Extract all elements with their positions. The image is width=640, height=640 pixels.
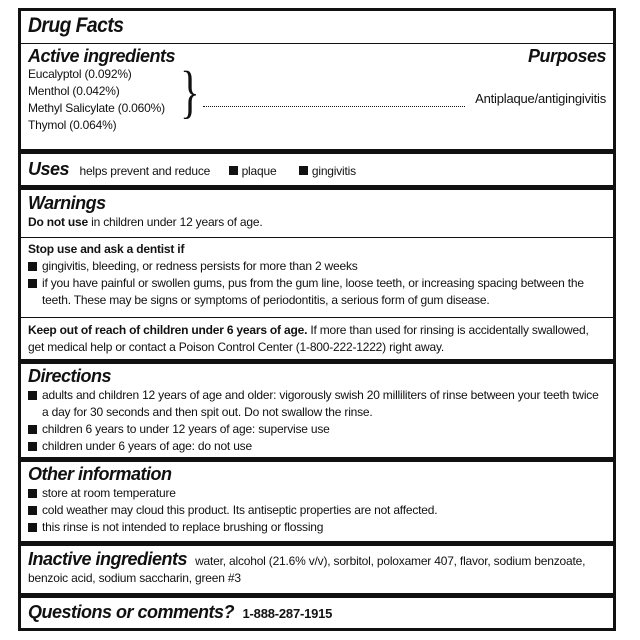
bullet-square-icon bbox=[28, 489, 37, 498]
other-info-item bbox=[28, 485, 606, 502]
directions-section bbox=[21, 359, 613, 457]
do-not-use-label: Do not use bbox=[28, 215, 88, 229]
stop-use-item bbox=[28, 275, 606, 309]
drug-facts-title: Drug Facts bbox=[28, 14, 124, 37]
ingredient-item: Eucalyptol (0.092%) bbox=[28, 67, 132, 81]
ingredient-list bbox=[28, 66, 165, 134]
inactive-ingredients-text: water, alcohol (21.6% v/v), sorbitol, poloxamer 407, flavor, sodium benzoate, benzoic acid, sodium saccharin, green #3 bbox=[28, 554, 586, 585]
uses-item: plaque bbox=[241, 164, 277, 178]
uses-intro: helps prevent and reduce bbox=[79, 164, 211, 178]
uses-section bbox=[21, 149, 613, 185]
stop-use-item-text: if you have painful or swollen gums, pus from the gum line, loose teeth, or increasing spacing between the teeth. These may be signs or symptoms of periodontitis, a serious form of gum disease. bbox=[42, 276, 584, 307]
purposes-heading: Purposes bbox=[527, 46, 606, 66]
active-ingredients-grid bbox=[28, 59, 606, 142]
bullet-square-icon bbox=[28, 506, 37, 515]
directions-item bbox=[28, 421, 606, 438]
bullet-square-icon bbox=[28, 391, 37, 400]
bullet-square-icon bbox=[28, 425, 37, 434]
dotted-leader bbox=[203, 94, 465, 107]
other-information-heading: Other information bbox=[28, 464, 172, 484]
keep-out-label: Keep out of reach of children under 6 years of age. bbox=[28, 323, 308, 337]
keep-out-rest: If more than used for rinsing is accidentally swallowed, get medical help or contact a Poison Control Center (1-800-222-1222) right away. bbox=[28, 323, 589, 354]
other-information-section bbox=[21, 457, 613, 541]
active-header-row bbox=[28, 46, 606, 66]
stop-use-section bbox=[21, 237, 613, 317]
stop-use-item-text: gingivitis, bleeding, or redness persists for more than 2 weeks bbox=[42, 259, 358, 273]
directions-item-text: children 6 years to under 12 years of age: supervise use bbox=[42, 422, 330, 436]
other-info-item bbox=[28, 502, 606, 519]
questions-phone: 1-888-287-1915 bbox=[242, 606, 333, 621]
bullet-square-icon bbox=[28, 523, 37, 532]
ingredient-item: Methyl Salicylate (0.060%) bbox=[28, 101, 165, 115]
inactive-ingredients-section bbox=[21, 541, 613, 593]
directions-heading: Directions bbox=[28, 366, 112, 386]
inactive-ingredients-heading: Inactive ingredients bbox=[28, 549, 188, 569]
directions-item bbox=[28, 387, 606, 421]
other-info-item-text: this rinse is not intended to replace brushing or flossing bbox=[42, 520, 324, 534]
bullet-square-icon bbox=[299, 166, 308, 175]
stop-use-heading: Stop use and ask a dentist if bbox=[28, 242, 185, 256]
bullet-square-icon bbox=[28, 279, 37, 288]
warnings-heading: Warnings bbox=[28, 193, 106, 213]
bullet-square-icon bbox=[28, 262, 37, 271]
questions-section bbox=[21, 593, 613, 631]
inactive-ingredients-block bbox=[28, 549, 606, 587]
bullet-square-icon bbox=[229, 166, 238, 175]
brace-glyph: } bbox=[180, 59, 200, 124]
warnings-section bbox=[21, 185, 613, 237]
active-ingredients-heading: Active ingredients bbox=[28, 46, 176, 66]
do-not-use-text: in children under 12 years of age. bbox=[88, 215, 263, 229]
bullet-square-icon bbox=[28, 442, 37, 451]
active-ingredients-section bbox=[21, 43, 613, 149]
keep-out-section bbox=[21, 317, 613, 359]
directions-item-text: adults and children 12 years of age and older: vigorously swish 20 milliliters of rinse between your teeth twice a day for 30 seconds and then spit out. Do not swallow the rinse. bbox=[42, 388, 599, 419]
other-info-item-text: cold weather may cloud this product. Its antiseptic properties are not affected. bbox=[42, 503, 438, 517]
other-info-item-text: store at room temperature bbox=[42, 486, 176, 500]
keep-out-text bbox=[28, 322, 606, 356]
other-info-item bbox=[28, 519, 606, 536]
title-section bbox=[21, 11, 613, 43]
ingredient-item: Thymol (0.064%) bbox=[28, 118, 117, 132]
uses-heading: Uses bbox=[28, 159, 70, 179]
questions-heading: Questions or comments? bbox=[28, 602, 235, 622]
stop-use-item bbox=[28, 258, 606, 275]
do-not-use-line bbox=[28, 214, 606, 231]
drug-facts-panel bbox=[18, 8, 616, 631]
purpose-text: Antiplaque/antigingivitis bbox=[475, 91, 606, 106]
uses-item: gingivitis bbox=[311, 164, 356, 178]
directions-item bbox=[28, 438, 606, 455]
directions-item-text: children under 6 years of age: do not use bbox=[42, 439, 252, 453]
ingredient-item: Menthol (0.042%) bbox=[28, 84, 120, 98]
